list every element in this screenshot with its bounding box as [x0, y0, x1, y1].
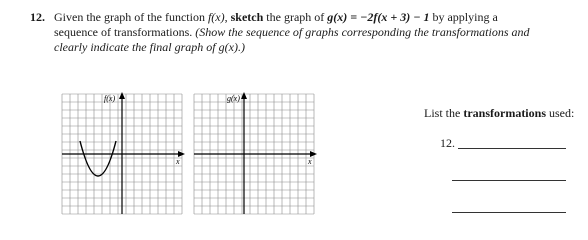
text: sequence of transformations. — [54, 25, 196, 39]
answer-number: 12. — [440, 136, 455, 150]
parabola-curve — [80, 141, 116, 176]
text: the graph of — [263, 10, 328, 24]
question-line-3 — [54, 40, 245, 54]
transformations-title — [424, 106, 574, 121]
text: List the — [424, 106, 464, 120]
text: used: — [546, 106, 575, 120]
graph-fx — [58, 92, 186, 216]
text: , — [224, 10, 231, 24]
math-gx-small: g(x) — [218, 40, 238, 54]
text: clearly indicate the final graph of — [54, 40, 219, 54]
answer-blank-1[interactable] — [458, 148, 566, 149]
question-number: 12. — [30, 10, 45, 24]
text-italic: (Show the sequence of graphs corresponding the transformations and — [195, 25, 530, 39]
y-axis-arrow-icon — [119, 92, 125, 99]
math-gx: g(x) = −2f(x + 3) − 1 — [327, 10, 430, 24]
text: by applying a — [429, 10, 498, 24]
text: .) — [237, 40, 245, 54]
graph-gx — [190, 92, 318, 216]
math-fx: f(x) — [207, 10, 225, 24]
text-sketch: sketch — [230, 10, 264, 24]
x-axis-label: x — [176, 157, 180, 166]
y-axis-label: f(x) — [104, 94, 116, 103]
text: Given the graph of the function — [54, 10, 208, 24]
question-line-2 — [54, 25, 530, 39]
text-bold: transformations — [463, 106, 546, 120]
answer-blank-2[interactable] — [452, 180, 566, 181]
answer-blank-3[interactable] — [452, 212, 566, 213]
x-axis-label: x — [308, 157, 312, 166]
y-axis-label: g(x) — [227, 94, 240, 103]
question-line-1 — [54, 10, 498, 24]
